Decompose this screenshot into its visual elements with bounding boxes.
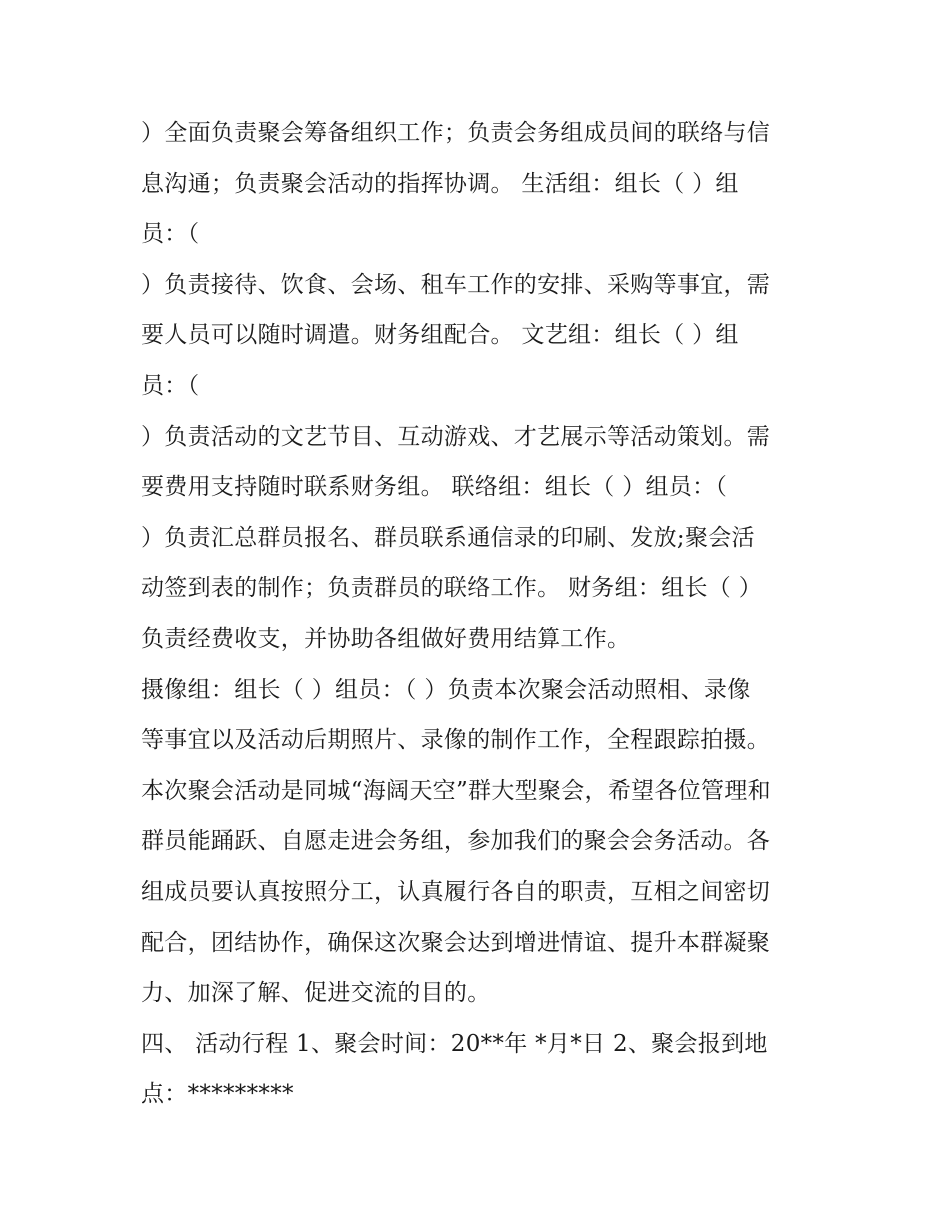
text-line: 摄像组：组长（ ）组员：（ ）负责本次聚会活动照相、录像 bbox=[141, 676, 751, 703]
document-body bbox=[141, 108, 821, 1120]
text-line: 力、加深了解、促进交流的目的。 bbox=[141, 980, 491, 1007]
text-line: ）负责接待、饮食、会场、租车工作的安排、采购等事宜，需 bbox=[141, 271, 771, 298]
text-line: 要人员可以随时调遣。财务组配合。 文艺组：组长（ ）组 bbox=[141, 322, 739, 349]
text-line: 配合，团结协作，确保这次聚会达到增进情谊、提升本群凝聚 bbox=[141, 929, 771, 956]
text-line: 四、 活动行程 1、聚会时间：20**年 *月*日 2、聚会报到地 bbox=[141, 1030, 768, 1057]
text-line: 组成员要认真按照分工，认真履行各自的职责，互相之间密切 bbox=[141, 878, 771, 905]
text-line: 负责经费收支，并协助各组做好费用结算工作。 bbox=[141, 625, 631, 652]
text-line: 群员能踊跃、自愿走进会务组，参加我们的聚会会务活动。各 bbox=[141, 828, 771, 855]
text-line: 动签到表的制作；负责群员的联络工作。 财务组：组长（ ） bbox=[141, 575, 763, 602]
text-line: 息沟通；负责聚会活动的指挥协调。 生活组：组长（ ）组 bbox=[141, 170, 739, 197]
text-line: 员：（ bbox=[141, 372, 200, 399]
text-line: 员：（ bbox=[141, 221, 200, 248]
text-line: 等事宜以及活动后期照片、录像的制作工作，全程跟踪拍摄。 bbox=[141, 727, 771, 754]
text-line: 本次聚会活动是同城“海阔天空”群大型聚会，希望各位管理和 bbox=[141, 777, 771, 804]
text-line: 要费用支持随时联系财务组。 联络组：组长（ ）组员：（ bbox=[141, 474, 728, 501]
text-line: ）负责活动的文艺节目、互动游戏、才艺展示等活动策划。需 bbox=[141, 423, 771, 450]
text-line: ）全面负责聚会筹备组织工作；负责会务组成员间的联络与信 bbox=[141, 120, 771, 146]
text-line: 点：********* bbox=[141, 1081, 294, 1108]
text-line: ）负责汇总群员报名、群员联系通信录的印刷、发放;聚会活 bbox=[141, 524, 755, 551]
